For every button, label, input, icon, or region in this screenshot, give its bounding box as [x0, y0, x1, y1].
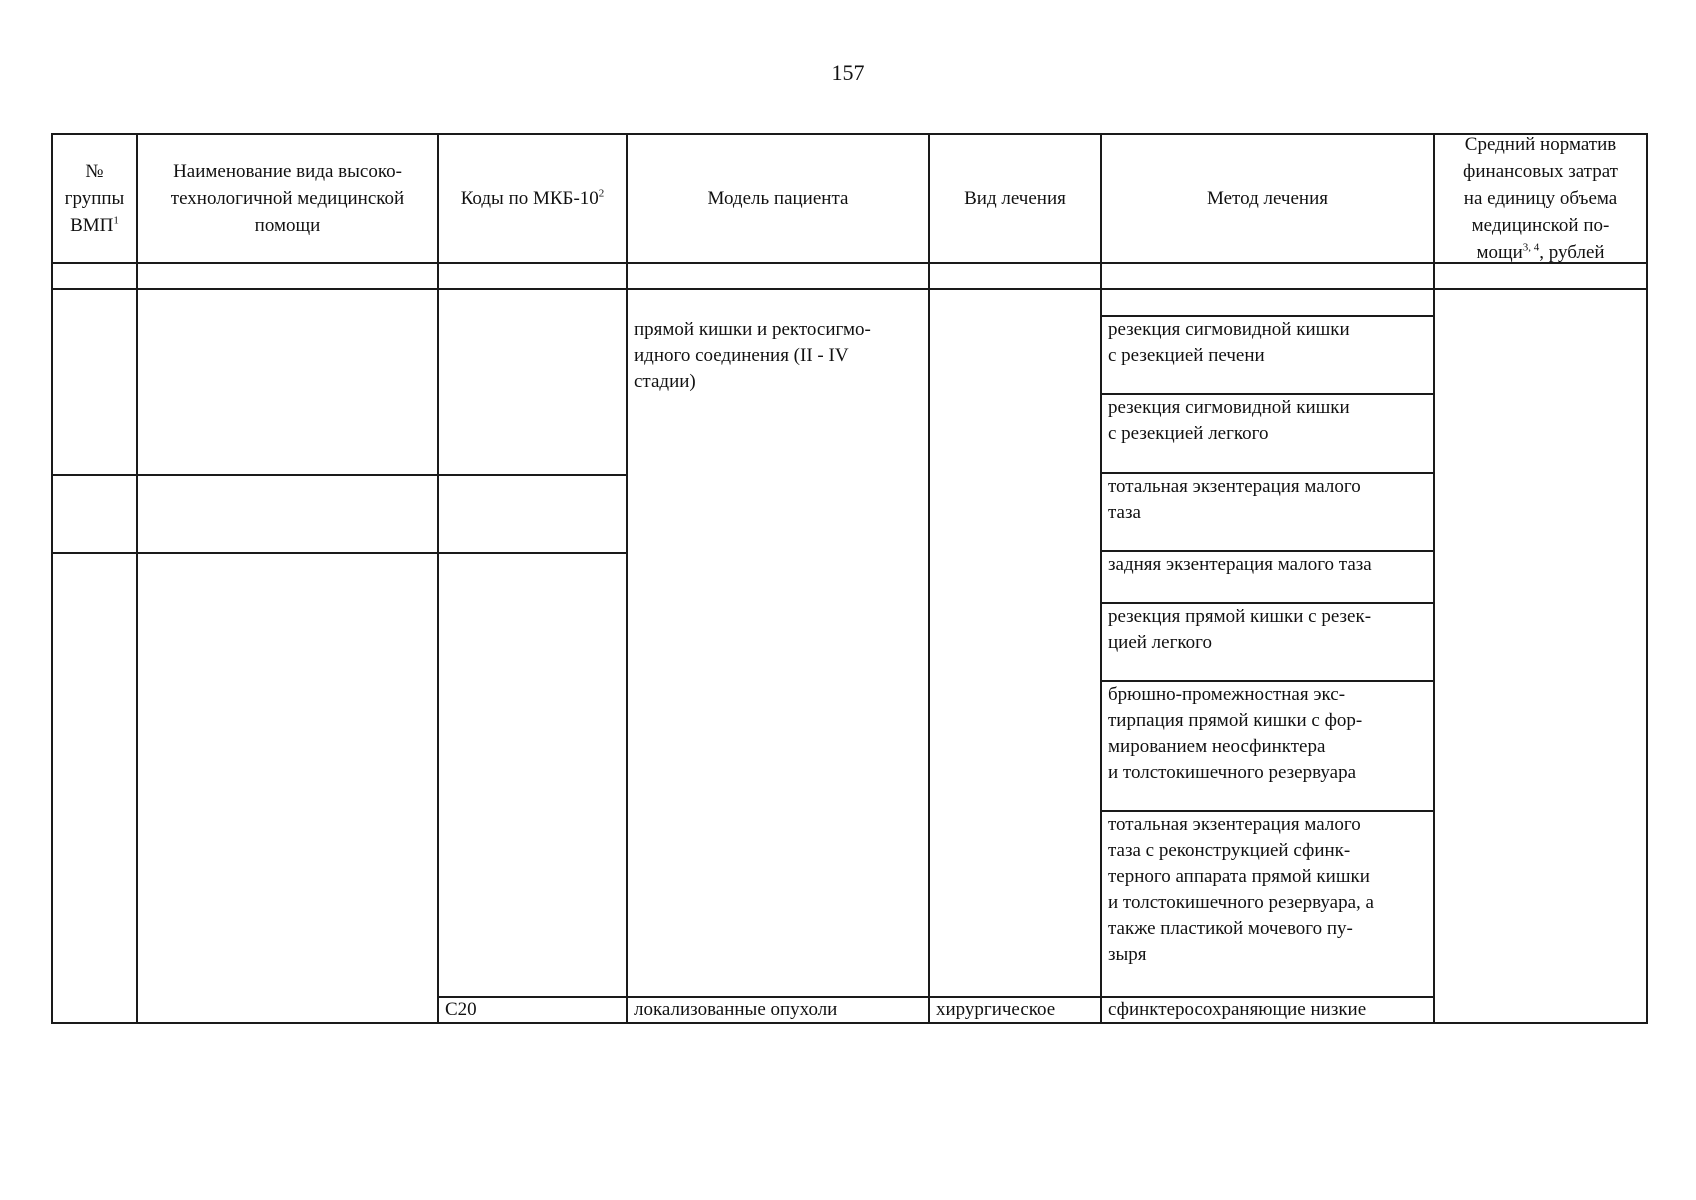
row-divider: [51, 474, 628, 476]
patient-model-text: прямой кишки и ректосигмо- идного соединения (II - IV стадии): [634, 319, 871, 392]
treatment-type-cell: хирургическое: [936, 999, 1056, 1020]
treatment-method-2: резекция сигмовидной кишки с резекцией легкого: [1108, 397, 1350, 444]
table-border-left: [51, 133, 53, 1024]
header-group-number: № группы ВМП$^1$: [64, 161, 125, 236]
treatment-method-6: брюшно-промежностная экс- тирпация прямой кишки с фор- мированием неосфинктера и толстокишечного резервуара: [1108, 684, 1363, 783]
header-patient-model: Модель пациента: [707, 188, 849, 209]
header-average-cost: Средний норматив финансовых затрат на единицу объема медицинской по- мощи$^{3, 4}$, рублей: [1463, 134, 1618, 263]
row-divider: [51, 552, 628, 554]
treatment-method-1: резекция сигмовидной кишки с резекцией печени: [1108, 319, 1350, 366]
header-treatment-type: Вид лечения: [964, 188, 1066, 209]
column-divider: [1433, 133, 1435, 1024]
icd-code-cell: C20: [445, 999, 477, 1020]
header-icd-codes: Коды по МКБ-$10^2$: [460, 187, 605, 209]
treatment-method-3: тотальная экзентерация малого таза: [1108, 476, 1361, 523]
treatment-method-4: задняя экзентерация малого таза: [1108, 554, 1372, 575]
column-divider: [437, 133, 439, 1024]
treatment-method-5: резекция прямой кишки с резек- цией легкого: [1108, 606, 1372, 653]
patient-model-cell: локализованные опухоли: [634, 999, 838, 1020]
header-divider: [51, 262, 1648, 264]
treatment-method-7: тотальная экзентерация малого таза с реконструкцией сфинк- терного аппарата прямой кишки и толстокишечного резервуара, а также пластикой мочевого пу- зыря: [1108, 814, 1374, 965]
column-divider: [136, 133, 138, 1024]
header-numbering-divider: [51, 288, 1648, 290]
table-border-right: [1646, 133, 1648, 1024]
header-treatment-method: Метод лечения: [1206, 188, 1328, 209]
header-care-name: Наименование вида высоко- технологичной медицинской помощи: [170, 161, 405, 236]
page-number: 157: [831, 60, 865, 85]
treatment-method-cell: сфинктеросохраняющие низкие: [1108, 999, 1367, 1020]
column-divider: [626, 133, 628, 1024]
column-divider: [928, 133, 930, 1024]
